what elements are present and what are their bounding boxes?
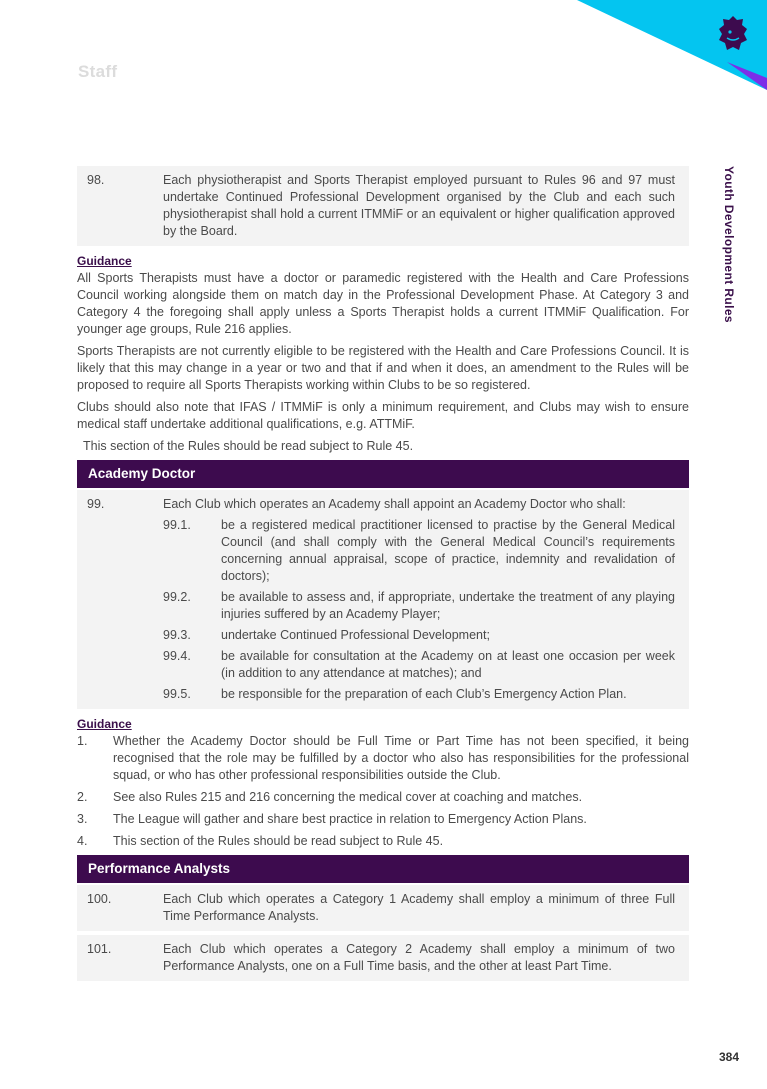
rule-101 [87,941,675,975]
sub-rule [163,686,675,703]
rule-text: Each Club which operates a Category 1 Academy shall employ a minimum of three Full Time Performance Analysts. [163,892,675,923]
sub-rule [163,627,675,644]
section-header-performance-analysts: Performance Analysts [77,855,689,883]
list-number: 2. [77,790,88,804]
section-header-academy-doctor: Academy Doctor [77,460,689,488]
guidance-heading: Guidance [77,717,132,731]
sub-rule [163,589,675,623]
guidance-list-item [77,733,689,784]
sub-rule-number: 99.2. [163,590,191,604]
list-text: Whether the Academy Doctor should be Full Time or Part Time has not been specified, it being recognised that the role may be fulfilled by a doctor who also has responsibilities for the professional squad, or who has other professional responsibilities outside the Club. [113,734,689,782]
document-body [77,166,689,989]
rule-number: 100. [87,892,112,906]
guidance-paragraph: Clubs should also note that IFAS / ITMMiF is only a minimum requirement, and Clubs may wish to ensure medical staff undertake additional qualifications, e.g. ATTMiF. [77,400,689,431]
guidance-list-item [77,789,689,806]
lion-logo-icon [717,14,749,54]
list-text: The League will gather and share best practice in relation to Emergency Action Plans. [113,812,587,826]
rule-number: 98. [87,173,105,187]
rule-number: 99. [87,497,105,511]
list-number: 1. [77,734,88,748]
rule-101-box [77,935,689,981]
sub-rule-number: 99.5. [163,687,191,701]
guidance-list-item [77,811,689,828]
rule-number: 101. [87,942,112,956]
guidance-heading: Guidance [77,254,132,268]
sub-rule [163,648,675,682]
rule-100 [87,891,675,925]
sub-rule-text: be available to assess and, if appropriate, undertake the treatment of any playing injuries suffered by an Academy Player; [221,590,675,621]
sub-rule-text: be responsible for the preparation of each Club’s Emergency Action Plan. [221,687,627,701]
sub-rule-number: 99.4. [163,649,191,663]
page-number: 384 [718,1050,739,1064]
list-number: 4. [77,834,88,848]
sub-rule-number: 99.3. [163,628,191,642]
rule-text: Each Club which operates a Category 2 Academy shall employ a minimum of two Performance Analysts, one on a Full Time basis, and the other at least Part Time. [163,942,675,973]
guidance-list-item [77,833,689,850]
section-label: Staff [78,62,118,81]
rule-text: Each Club which operates an Academy shall appoint an Academy Doctor who shall: [163,497,626,511]
rule-100-box [77,885,689,931]
guidance-paragraph: This section of the Rules should be read subject to Rule 45. [83,439,414,453]
list-number: 3. [77,812,88,826]
rule-text: Each physiotherapist and Sports Therapist employed pursuant to Rules 96 and 97 must undertake Continued Professional Development organised by the Club and each such physiotherapist shall hold a current ITMMiF or an equivalent or higher qualification approved by the Board. [163,173,675,238]
rule-99-box [77,490,689,709]
list-text: This section of the Rules should be read subject to Rule 45. [113,834,444,848]
guidance-paragraph: Sports Therapists are not currently eligible to be registered with the Health and Care Professions Council. It is likely that this may change in a year or two and that if and when it does, an amendment to the Rules will be proposed to require all Sports Therapists working within Clubs to be so registered. [77,344,689,392]
sub-rule-text: be a registered medical practitioner licensed to practise by the General Medical Council (and shall comply with the General Medical Council’s requirements concerning annual appraisal, scope of practice, indemnity and revalidation of doctors); [221,518,675,583]
sub-rule-text: undertake Continued Professional Development; [221,628,490,642]
list-text: See also Rules 215 and 216 concerning the medical cover at coaching and matches. [113,790,583,804]
rule-98-box [77,166,689,246]
sub-rule-text: be available for consultation at the Academy on at least one occasion per week (in addition to any attendance at matches); and [221,649,675,680]
side-label: Youth Development Rules [722,166,736,323]
sub-rule-number: 99.1. [163,518,191,532]
guidance-paragraph: All Sports Therapists must have a doctor or paramedic registered with the Health and Care Professions Council working alongside them on match day in the Professional Development Phase. At Category 3 and Category 4 the foregoing shall apply unless a Sports Therapist holds a current ITMMiF Qualification. For younger age groups, Rule 216 applies. [77,271,689,336]
rule-98 [87,172,675,240]
rule-99 [87,496,675,513]
sub-rule [163,517,675,585]
